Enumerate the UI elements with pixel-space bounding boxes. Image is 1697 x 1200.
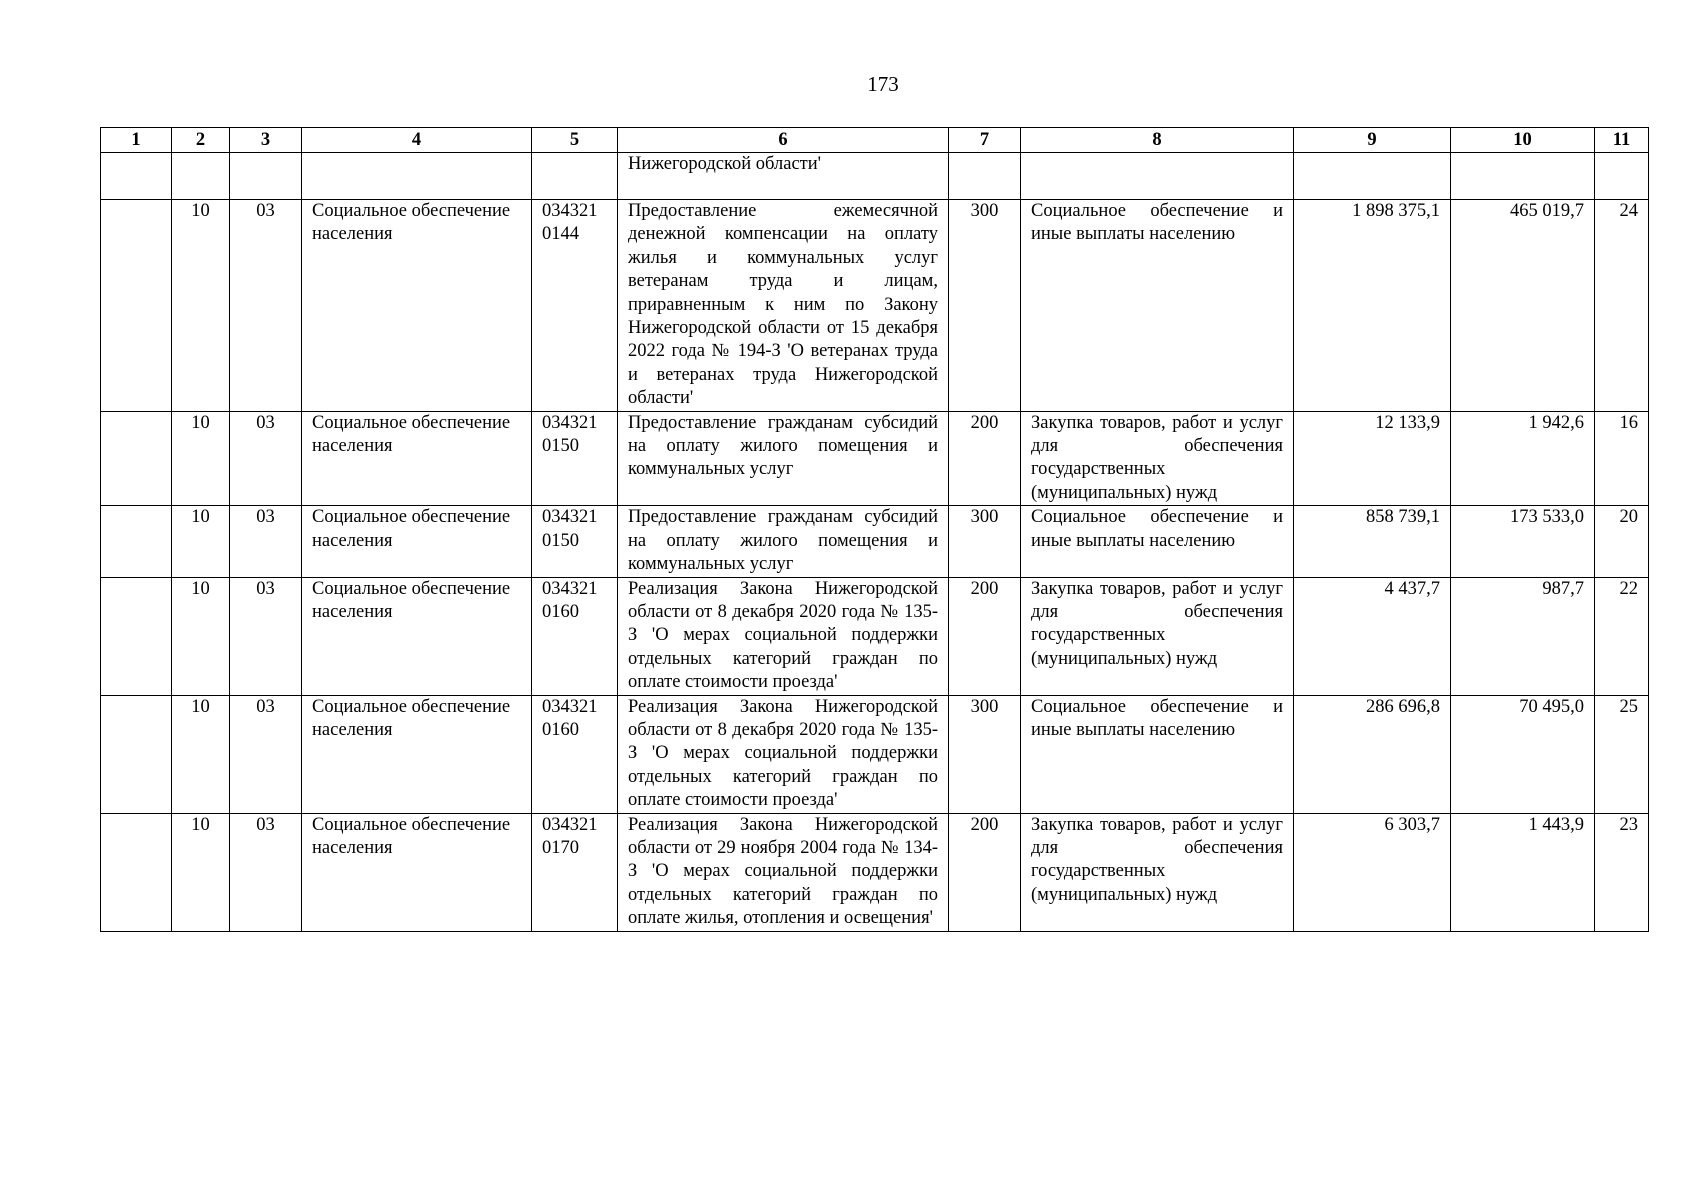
- expense-type-code: 200: [949, 813, 1021, 931]
- subsection-name: Социальное обеспечение населения: [302, 577, 532, 695]
- section-code: 10: [172, 200, 230, 412]
- expense-type-name: Социальное обеспечение и иные выплаты населению: [1021, 695, 1294, 813]
- target-name: Предоставление ежемесячной денежной компенсации на оплату жилья и коммунальных услуг ветеранам труда и лицам, приравненным к ним по Закону Нижегородской области от 15 декабря 2022 года № 194-З 'О ветеранах труда и ветеранах труда Нижегородской области': [618, 200, 949, 412]
- percent-col11: 22: [1595, 577, 1649, 695]
- header-row: [101, 128, 1649, 153]
- target-code: 034321 0150: [532, 411, 618, 506]
- section-code: 10: [172, 411, 230, 506]
- subsection-code: 03: [230, 506, 302, 577]
- continuation-name: Нижегородской области': [618, 153, 949, 200]
- target-name: Предоставление гражданам субсидий на оплату жилого помещения и коммунальных услуг: [618, 411, 949, 506]
- expense-type-name: Закупка товаров, работ и услуг для обеспечения государственных (муниципальных) нужд: [1021, 577, 1294, 695]
- column-header: 7: [949, 128, 1021, 153]
- percent-col11: 20: [1595, 506, 1649, 577]
- column-header: 10: [1451, 128, 1595, 153]
- column-header: 3: [230, 128, 302, 153]
- column-header: 9: [1294, 128, 1451, 153]
- section-code: 10: [172, 506, 230, 577]
- subsection-code: 03: [230, 411, 302, 506]
- amount-col10: 987,7: [1451, 577, 1595, 695]
- expense-type-code: 300: [949, 506, 1021, 577]
- amount-col10: 173 533,0: [1451, 506, 1595, 577]
- amount-col10: 70 495,0: [1451, 695, 1595, 813]
- target-name: Предоставление гражданам субсидий на оплату жилого помещения и коммунальных услуг: [618, 506, 949, 577]
- page-number: 173: [867, 72, 899, 96]
- budget-table: [100, 127, 1649, 932]
- column-header: 8: [1021, 128, 1294, 153]
- amount-col10: 1 443,9: [1451, 813, 1595, 931]
- percent-col11: 16: [1595, 411, 1649, 506]
- expense-type-name: Социальное обеспечение и иные выплаты населению: [1021, 200, 1294, 412]
- percent-col11: 25: [1595, 695, 1649, 813]
- section-code: 10: [172, 695, 230, 813]
- table-row: [101, 695, 1649, 813]
- column-header: 6: [618, 128, 949, 153]
- column-header: 2: [172, 128, 230, 153]
- target-name: Реализация Закона Нижегородской области от 8 декабря 2020 года № 135-З 'О мерах социальной поддержки отдельных категорий граждан по оплате стоимости проезда': [618, 695, 949, 813]
- target-code: 034321 0150: [532, 506, 618, 577]
- target-code: 034321 0160: [532, 695, 618, 813]
- table-row: [101, 506, 1649, 577]
- target-code: 034321 0170: [532, 813, 618, 931]
- expense-type-name: Закупка товаров, работ и услуг для обеспечения государственных (муниципальных) нужд: [1021, 813, 1294, 931]
- table-row: [101, 813, 1649, 931]
- column-header: 11: [1595, 128, 1649, 153]
- percent-col11: 24: [1595, 200, 1649, 412]
- percent-col11: 23: [1595, 813, 1649, 931]
- subsection-code: 03: [230, 200, 302, 412]
- target-name: Реализация Закона Нижегородской области от 29 ноября 2004 года № 134-З 'О мерах социальной поддержки отдельных категорий граждан по оплате жилья, отопления и освещения': [618, 813, 949, 931]
- expense-type-code: 300: [949, 695, 1021, 813]
- target-code: 034321 0160: [532, 577, 618, 695]
- subsection-name: Социальное обеспечение населения: [302, 506, 532, 577]
- expense-type-name: Закупка товаров, работ и услуг для обеспечения государственных (муниципальных) нужд: [1021, 411, 1294, 506]
- expense-type-code: 300: [949, 200, 1021, 412]
- amount-col9: 6 303,7: [1294, 813, 1451, 931]
- table-row: [101, 200, 1649, 412]
- subsection-name: Социальное обеспечение населения: [302, 813, 532, 931]
- target-code: 034321 0144: [532, 200, 618, 412]
- expense-type-code: 200: [949, 577, 1021, 695]
- amount-col9: 12 133,9: [1294, 411, 1451, 506]
- table-row: [101, 411, 1649, 506]
- expense-type-code: 200: [949, 411, 1021, 506]
- subsection-code: 03: [230, 695, 302, 813]
- continuation-row: [101, 153, 1649, 200]
- column-header: 5: [532, 128, 618, 153]
- column-header: 4: [302, 128, 532, 153]
- subsection-code: 03: [230, 577, 302, 695]
- target-name: Реализация Закона Нижегородской области от 8 декабря 2020 года № 135-З 'О мерах социальной поддержки отдельных категорий граждан по оплате стоимости проезда': [618, 577, 949, 695]
- subsection-name: Социальное обеспечение населения: [302, 411, 532, 506]
- amount-col9: 4 437,7: [1294, 577, 1451, 695]
- amount-col9: 286 696,8: [1294, 695, 1451, 813]
- table-row: [101, 577, 1649, 695]
- section-code: 10: [172, 577, 230, 695]
- expense-type-name: Социальное обеспечение и иные выплаты населению: [1021, 506, 1294, 577]
- section-code: 10: [172, 813, 230, 931]
- amount-col10: 1 942,6: [1451, 411, 1595, 506]
- amount-col9: 858 739,1: [1294, 506, 1451, 577]
- subsection-name: Социальное обеспечение населения: [302, 695, 532, 813]
- amount-col9: 1 898 375,1: [1294, 200, 1451, 412]
- subsection-code: 03: [230, 813, 302, 931]
- column-header: 1: [101, 128, 172, 153]
- amount-col10: 465 019,7: [1451, 200, 1595, 412]
- subsection-name: Социальное обеспечение населения: [302, 200, 532, 412]
